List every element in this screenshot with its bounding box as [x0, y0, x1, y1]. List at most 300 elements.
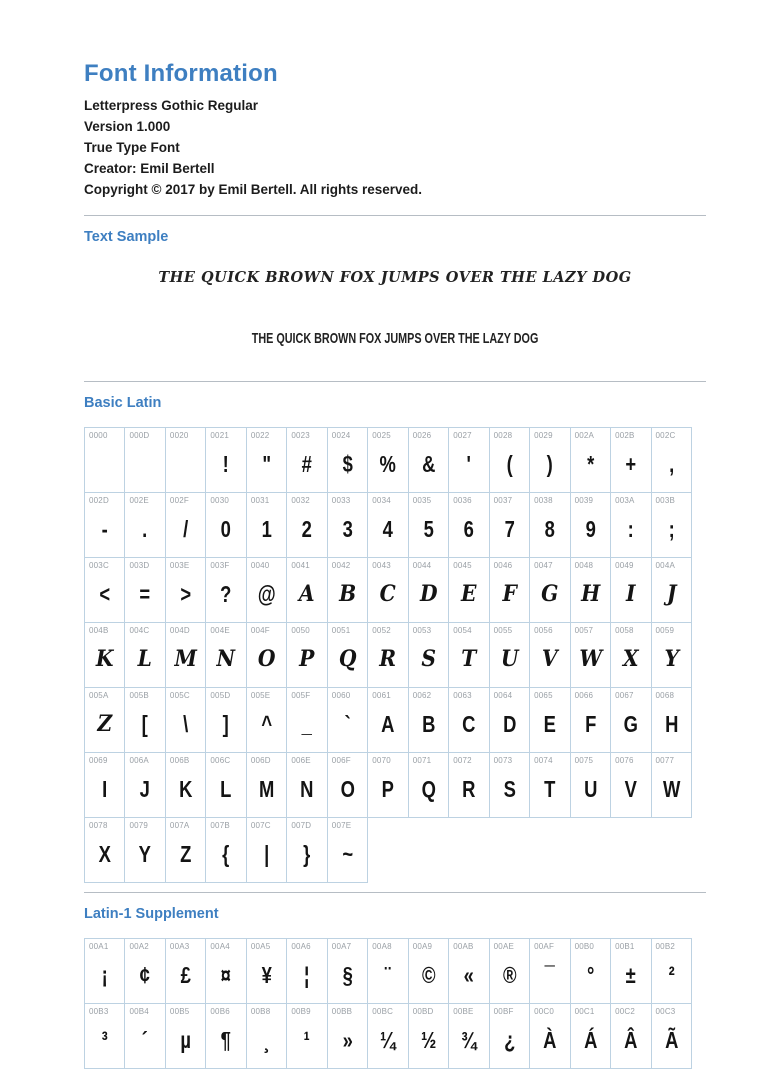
glyph-cell — [448, 557, 489, 623]
codepoint-label: 0030 — [210, 496, 229, 505]
glyph-cell — [246, 687, 287, 753]
glyph-preview: ¯ — [544, 961, 555, 988]
codepoint-label: 00B2 — [655, 942, 676, 951]
glyph-preview: D — [502, 710, 517, 737]
codepoint-label: 0059 — [655, 626, 675, 635]
glyph-preview: Â — [624, 1026, 638, 1053]
codepoint-label: 007B — [210, 821, 230, 830]
glyph-preview: X — [98, 840, 111, 867]
text-sample-heading: Text Sample — [84, 229, 169, 245]
glyph-preview: ¾ — [461, 1026, 477, 1053]
codepoint-label: 0066 — [574, 691, 594, 700]
glyph-preview: A — [299, 581, 315, 607]
codepoint-label: 0022 — [250, 431, 270, 440]
codepoint-label: 00AB — [453, 942, 474, 951]
glyph-preview: / — [183, 515, 189, 542]
glyph-preview: ; — [668, 515, 675, 542]
codepoint-label: 002F — [169, 496, 189, 505]
glyph-cell — [570, 622, 611, 688]
glyph-cell — [408, 622, 449, 688]
codepoint-label: 00BB — [331, 1007, 353, 1016]
glyph-preview: 1 — [261, 515, 272, 542]
codepoint-label: 0060 — [331, 691, 351, 700]
glyph-preview: 8 — [544, 515, 555, 542]
glyph-preview: M — [258, 775, 275, 802]
codepoint-label: 0065 — [534, 691, 553, 700]
codepoint-label: 003E — [169, 561, 190, 570]
codepoint-label: 004F — [250, 626, 270, 635]
glyph-cell — [529, 752, 570, 818]
glyph-cell — [205, 492, 246, 558]
glyph-cell — [205, 938, 246, 1004]
basic-latin-table — [84, 427, 691, 882]
glyph-cell — [610, 557, 651, 623]
glyph-cell — [246, 1003, 287, 1069]
latin1-table — [84, 938, 691, 1068]
glyph-preview: N — [216, 646, 236, 672]
codepoint-label: 003D — [129, 561, 150, 570]
codepoint-label: 0077 — [655, 756, 675, 765]
glyph-preview: U — [583, 775, 597, 802]
codepoint-label: 0054 — [453, 626, 472, 635]
glyph-cell — [205, 1003, 246, 1069]
glyph-preview: 9 — [585, 515, 596, 542]
glyph-preview: G — [541, 581, 559, 607]
glyph-preview: D — [419, 581, 438, 607]
codepoint-label: 0079 — [129, 821, 149, 830]
glyph-preview: B — [421, 710, 436, 737]
glyph-preview: 3 — [342, 515, 353, 542]
codepoint-label: 0072 — [453, 756, 472, 765]
glyph-cell — [286, 427, 327, 493]
codepoint-label: 0069 — [89, 756, 108, 765]
glyph-cell — [570, 1003, 611, 1069]
glyph-preview: H — [664, 710, 678, 737]
font-creator: Creator: Emil Bertell — [84, 161, 215, 176]
glyph-preview: ) — [546, 450, 553, 477]
glyph-cell — [610, 492, 651, 558]
codepoint-label: 0042 — [331, 561, 351, 570]
glyph-preview: ¤ — [221, 961, 232, 988]
glyph-preview: { — [222, 840, 230, 867]
codepoint-label: 0023 — [291, 431, 310, 440]
text-sample-plain: THE QUICK BROWN FOX JUMPS OVER THE LAZY DOG — [251, 330, 539, 347]
glyph-preview: T — [461, 646, 477, 672]
glyph-preview: ^ — [261, 710, 272, 737]
glyph-preview: U — [500, 646, 519, 672]
codepoint-label: 00BE — [453, 1007, 474, 1016]
glyph-cell — [610, 622, 651, 688]
codepoint-label: 005A — [89, 691, 109, 700]
codepoint-label: 0020 — [169, 431, 189, 440]
glyph-preview: } — [303, 840, 311, 867]
glyph-preview: ± — [625, 961, 636, 988]
glyph-cell — [529, 687, 570, 753]
glyph-preview: £ — [180, 961, 191, 988]
glyph-preview: ¨ — [384, 961, 392, 988]
codepoint-label: 0056 — [534, 626, 553, 635]
codepoint-label: 0074 — [534, 756, 553, 765]
glyph-cell — [570, 752, 611, 818]
codepoint-label: 00B0 — [574, 942, 595, 951]
glyph-cell — [286, 1003, 327, 1069]
glyph-preview: - — [101, 515, 108, 542]
glyph-cell — [529, 492, 570, 558]
glyph-cell — [489, 687, 530, 753]
codepoint-label: 004D — [169, 626, 190, 635]
codepoint-label: 00C2 — [615, 1007, 635, 1016]
glyph-preview: F — [584, 710, 596, 737]
glyph-preview: L — [138, 646, 153, 672]
glyph-cell — [286, 687, 327, 753]
glyph-cell — [84, 817, 125, 883]
glyph-preview: % — [379, 450, 397, 477]
text-sample-plain-wrap — [84, 330, 706, 348]
codepoint-label: 00A2 — [129, 942, 149, 951]
codepoint-label: 0038 — [534, 496, 553, 505]
glyph-preview: I — [102, 775, 108, 802]
glyph-cell — [246, 752, 287, 818]
glyph-preview: ` — [344, 710, 351, 737]
glyph-cell — [610, 752, 651, 818]
codepoint-label: 0067 — [615, 691, 634, 700]
glyph-cell — [408, 427, 449, 493]
glyph-cell — [286, 492, 327, 558]
glyph-cell — [651, 622, 692, 688]
glyph-cell — [367, 557, 408, 623]
codepoint-label: 0064 — [493, 691, 513, 700]
glyph-cell — [124, 427, 165, 493]
codepoint-label: 003C — [89, 561, 109, 570]
glyph-preview: 7 — [504, 515, 515, 542]
glyph-preview: J — [140, 775, 151, 802]
codepoint-label: 0046 — [493, 561, 513, 570]
codepoint-label: 000D — [129, 431, 150, 440]
codepoint-label: 0043 — [372, 561, 391, 570]
glyph-cell — [651, 557, 692, 623]
glyph-cell — [124, 817, 165, 883]
glyph-preview: , — [668, 450, 674, 477]
glyph-cell — [651, 492, 692, 558]
codepoint-label: 0033 — [331, 496, 351, 505]
glyph-cell — [327, 687, 368, 753]
glyph-cell — [286, 817, 327, 883]
glyph-cell — [165, 687, 206, 753]
codepoint-label: 00B9 — [291, 1007, 311, 1016]
glyph-cell — [610, 1003, 651, 1069]
glyph-preview: ¡ — [101, 961, 108, 988]
glyph-preview: * — [586, 450, 594, 477]
codepoint-label: 00C1 — [574, 1007, 595, 1016]
glyph-preview: : — [627, 515, 634, 542]
glyph-cell — [246, 938, 287, 1004]
codepoint-label: 005B — [129, 691, 149, 700]
text-sample-script: THE QUICK BROWN FOX JUMPS OVER THE LAZY DOG — [158, 269, 632, 286]
glyph-preview: ® — [502, 961, 517, 988]
glyph-cell — [165, 817, 206, 883]
codepoint-label: 0044 — [412, 561, 432, 570]
glyph-cell — [246, 622, 287, 688]
glyph-preview: K — [95, 646, 114, 672]
glyph-preview: S — [503, 775, 516, 802]
glyph-cell — [529, 557, 570, 623]
glyph-preview: > — [180, 580, 192, 607]
glyph-cell — [205, 752, 246, 818]
codepoint-label: 00AE — [493, 942, 515, 951]
codepoint-label: 007A — [169, 821, 190, 830]
codepoint-label: 0076 — [615, 756, 634, 765]
glyph-cell — [367, 622, 408, 688]
glyph-cell — [448, 938, 489, 1004]
glyph-cell — [286, 622, 327, 688]
codepoint-label: 0063 — [453, 691, 472, 700]
codepoint-label: 0068 — [655, 691, 675, 700]
glyph-cell — [246, 557, 287, 623]
glyph-cell — [124, 687, 165, 753]
font-type: True Type Font — [84, 140, 180, 155]
codepoint-label: 00B8 — [250, 1007, 271, 1016]
glyph-cell — [84, 492, 125, 558]
glyph-preview: C — [379, 581, 397, 607]
section-divider — [84, 381, 706, 382]
codepoint-label: 005D — [210, 691, 231, 700]
glyph-cell — [84, 687, 125, 753]
glyph-preview: » — [342, 1026, 353, 1053]
codepoint-label: 00A5 — [250, 942, 271, 951]
glyph-cell — [408, 557, 449, 623]
glyph-cell — [84, 938, 125, 1004]
codepoint-label: 0055 — [493, 626, 513, 635]
codepoint-label: 006F — [331, 756, 351, 765]
codepoint-label: 00BC — [372, 1007, 394, 1016]
glyph-preview: 6 — [463, 515, 475, 542]
basic-latin-heading: Basic Latin — [84, 395, 162, 411]
glyph-cell — [651, 687, 692, 753]
glyph-preview: Z — [97, 711, 113, 737]
glyph-preview: X — [622, 646, 639, 672]
glyph-cell — [367, 752, 408, 818]
glyph-cell — [610, 687, 651, 753]
codepoint-label: 0047 — [534, 561, 553, 570]
glyph-preview: « — [463, 961, 475, 988]
codepoint-label: 0041 — [291, 561, 310, 570]
codepoint-label: 005E — [250, 691, 271, 700]
glyph-preview: ² — [668, 961, 675, 988]
codepoint-label: 004C — [129, 626, 150, 635]
glyph-preview: ´ — [142, 1026, 149, 1053]
glyph-preview: 0 — [221, 515, 232, 542]
glyph-preview: 4 — [382, 515, 394, 542]
codepoint-label: 0057 — [574, 626, 594, 635]
glyph-preview: # — [301, 450, 313, 477]
glyph-preview: ½ — [420, 1026, 437, 1053]
glyph-preview: | — [264, 840, 270, 867]
codepoint-label: 007C — [250, 821, 271, 830]
font-name: Letterpress Gothic Regular — [84, 98, 259, 113]
glyph-preview: E — [461, 581, 477, 607]
glyph-preview: © — [421, 961, 436, 988]
glyph-preview: . — [142, 515, 148, 542]
glyph-cell — [570, 557, 611, 623]
codepoint-label: 00C3 — [655, 1007, 676, 1016]
glyph-cell — [327, 817, 368, 883]
glyph-cell — [529, 622, 570, 688]
font-version: Version 1.000 — [84, 119, 171, 134]
codepoint-label: 0050 — [291, 626, 310, 635]
glyph-cell — [367, 687, 408, 753]
glyph-cell — [165, 938, 206, 1004]
glyph-preview: ¦ — [304, 961, 310, 988]
codepoint-label: 003F — [210, 561, 230, 570]
glyph-preview: ' — [466, 450, 472, 477]
codepoint-label: 0025 — [372, 431, 391, 440]
glyph-preview: & — [421, 450, 436, 477]
glyph-cell — [489, 492, 530, 558]
glyph-preview: + — [625, 450, 637, 477]
glyph-cell — [489, 1003, 530, 1069]
codepoint-label: 004A — [655, 561, 676, 570]
codepoint-label: 0024 — [331, 431, 351, 440]
glyph-cell — [489, 752, 530, 818]
glyph-cell — [367, 938, 408, 1004]
glyph-preview: ( — [506, 450, 513, 477]
glyph-cell — [327, 752, 368, 818]
codepoint-label: 0070 — [372, 756, 391, 765]
codepoint-label: 0028 — [493, 431, 513, 440]
glyph-preview: 2 — [301, 515, 313, 542]
codepoint-label: 0075 — [574, 756, 594, 765]
glyph-cell — [286, 752, 327, 818]
glyph-preview: \ — [183, 710, 189, 737]
codepoint-label: 0029 — [534, 431, 553, 440]
glyph-preview: ¶ — [221, 1026, 232, 1053]
glyph-preview: N — [300, 775, 314, 802]
glyph-preview: L — [220, 775, 232, 802]
glyph-preview: Y — [664, 646, 679, 672]
glyph-preview: V — [541, 646, 558, 672]
glyph-preview: Q — [338, 646, 357, 672]
glyph-preview: ¼ — [380, 1026, 396, 1053]
glyph-preview: I — [626, 581, 636, 607]
glyph-preview: G — [623, 710, 638, 737]
glyph-cell — [327, 622, 368, 688]
codepoint-label: 002C — [655, 431, 676, 440]
glyph-preview: = — [139, 580, 151, 607]
glyph-cell — [489, 427, 530, 493]
glyph-cell — [651, 427, 692, 493]
codepoint-label: 002B — [615, 431, 635, 440]
latin1-heading: Latin-1 Supplement — [84, 906, 219, 922]
codepoint-label: 00A9 — [412, 942, 433, 951]
codepoint-label: 006C — [210, 756, 231, 765]
glyph-cell — [570, 938, 611, 1004]
glyph-cell — [124, 1003, 165, 1069]
glyph-cell — [205, 687, 246, 753]
codepoint-label: 0000 — [89, 431, 108, 440]
glyph-preview: ] — [223, 710, 230, 737]
glyph-cell — [327, 492, 368, 558]
codepoint-label: 00A1 — [89, 942, 109, 951]
glyph-preview: § — [342, 961, 353, 988]
glyph-cell — [651, 752, 692, 818]
codepoint-label: 0049 — [615, 561, 634, 570]
glyph-cell — [529, 938, 570, 1004]
codepoint-label: 004B — [89, 626, 109, 635]
glyph-cell — [367, 427, 408, 493]
glyph-cell — [529, 427, 570, 493]
glyph-preview — [170, 440, 202, 492]
codepoint-label: 00AF — [534, 942, 555, 951]
glyph-preview: W — [578, 646, 602, 672]
glyph-preview: ¿ — [503, 1026, 516, 1053]
codepoint-label: 00A4 — [210, 942, 230, 951]
glyph-cell — [165, 1003, 206, 1069]
glyph-preview: T — [544, 775, 556, 802]
font-copyright: Copyright © 2017 by Emil Bertell. All rights reserved. — [84, 182, 423, 197]
glyph-preview: < — [99, 580, 111, 607]
codepoint-label: 00B1 — [615, 942, 635, 951]
glyph-preview: B — [338, 581, 357, 607]
codepoint-label: 005C — [169, 691, 190, 700]
glyph-cell — [448, 492, 489, 558]
glyph-cell — [246, 492, 287, 558]
glyph-cell — [124, 938, 165, 1004]
glyph-cell — [286, 557, 327, 623]
glyph-preview: V — [624, 775, 637, 802]
codepoint-label: 00A7 — [331, 942, 352, 951]
glyph-preview: M — [174, 646, 197, 672]
glyph-cell — [246, 427, 287, 493]
codepoint-label: 006D — [250, 756, 271, 765]
codepoint-label: 0040 — [250, 561, 270, 570]
glyph-preview: @ — [257, 580, 276, 607]
glyph-cell — [84, 557, 125, 623]
glyph-preview: ³ — [101, 1026, 108, 1053]
codepoint-label: 0045 — [453, 561, 472, 570]
glyph-preview: ! — [223, 450, 230, 477]
glyph-preview: P — [381, 775, 395, 802]
glyph-preview: ¥ — [261, 961, 272, 988]
glyph-preview: Ã — [664, 1026, 678, 1053]
glyph-preview: Q — [421, 775, 436, 802]
glyph-cell — [489, 938, 530, 1004]
glyph-cell — [246, 817, 287, 883]
font-info-block — [84, 95, 706, 200]
glyph-cell — [489, 557, 530, 623]
glyph-preview: E — [543, 710, 556, 737]
glyph-cell — [165, 752, 206, 818]
glyph-preview: " — [262, 450, 271, 477]
codepoint-label: 0061 — [372, 691, 391, 700]
glyph-cell — [124, 557, 165, 623]
codepoint-label: 007E — [331, 821, 352, 830]
glyph-preview — [129, 440, 161, 492]
codepoint-label: 002A — [574, 431, 595, 440]
glyph-preview: H — [580, 581, 600, 607]
glyph-cell — [489, 622, 530, 688]
glyph-cell — [327, 427, 368, 493]
codepoint-label: 00B3 — [89, 1007, 109, 1016]
glyph-preview — [89, 440, 121, 492]
glyph-cell — [124, 622, 165, 688]
codepoint-label: 0052 — [372, 626, 391, 635]
codepoint-label: 0027 — [453, 431, 472, 440]
glyph-preview: 5 — [423, 515, 434, 542]
codepoint-label: 0034 — [372, 496, 391, 505]
glyph-cell — [610, 938, 651, 1004]
glyph-preview: À — [543, 1026, 557, 1053]
glyph-cell — [448, 622, 489, 688]
